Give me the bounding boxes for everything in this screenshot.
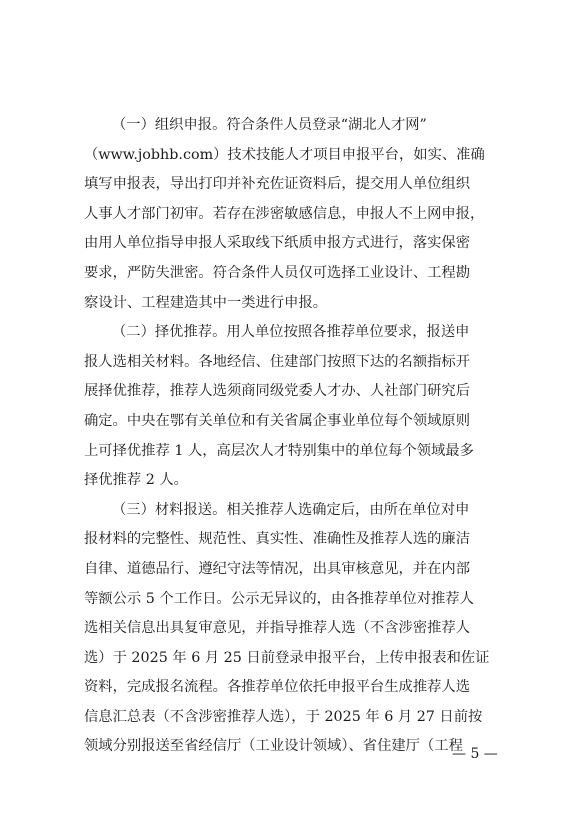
text-line: 资料，完成报名流程。各推荐单位依托申报平台生成推荐人选 xyxy=(84,679,471,696)
text-line: 择优推荐 2 人。 xyxy=(84,472,188,489)
text-line: 由用人单位指导申报人采取线下纸质申报方式进行，落实保密 xyxy=(84,235,471,252)
document-body xyxy=(84,111,504,762)
text-line: 填写申报表，导出打印并补充佐证资料后，提交用人单位组织 xyxy=(84,176,471,193)
text-line: （二）择优推荐。用人单位按照各推荐单位要求，报送申 xyxy=(112,324,470,341)
paragraph-organize-application xyxy=(84,111,504,318)
text-line: 人事人才部门初审。若存在涉密敏感信息，申报人不上网申报， xyxy=(84,205,485,222)
paragraph-select-recommend xyxy=(84,318,504,496)
text-line: 报人选相关材料。各地经信、住建部门按照下达的名额指标开 xyxy=(84,353,471,370)
text-line: 信息汇总表（不含涉密推荐人选），于 2025 年 6 月 27 日前按 xyxy=(84,708,483,725)
text-line: 上可择优推荐 1 人，高层次人才特别集中的单位每个领域最多 xyxy=(84,442,474,459)
text-line: （www.jobhb.com）技术技能人才项目申报平台，如实、准确 xyxy=(84,146,485,163)
text-line: 确定。中央在鄂有关单位和有关省属企事业单位每个领域原则 xyxy=(84,412,471,429)
page-number: — 5 — xyxy=(452,746,498,762)
text-line: 展择优推荐，推荐人选须商同级党委人才办、人社部门研究后 xyxy=(84,383,471,400)
text-line: （一）组织申报。符合条件人员登录“湖北人才网” xyxy=(112,117,427,133)
text-line: （三）材料报送。相关推荐人选确定后，由所在单位对申 xyxy=(112,501,470,518)
text-line: 自律、道德品行、遵纪守法等情况，出具审核意见，并在内部 xyxy=(84,560,471,577)
text-line: 选相关信息出具复审意见，并指导推荐人选（不含涉密推荐人 xyxy=(84,620,471,637)
text-line: 要求，严防失泄密。符合条件人员仅可选择工业设计、工程勘 xyxy=(84,264,471,281)
paragraph-material-submission xyxy=(84,496,504,762)
text-line: 察设计、工程建造其中一类进行申报。 xyxy=(84,294,328,311)
text-line: 选）于 2025 年 6 月 25 日前登录申报平台，上传申报表和佐证 xyxy=(84,649,490,666)
text-line: 领域分别报送至省经信厅（工业设计领域）、省住建厅（工程 xyxy=(84,738,463,755)
text-line: 报材料的完整性、规范性、真实性、准确性及推荐人选的廉洁 xyxy=(84,531,471,548)
text-line: 等额公示 5 个工作日。公示无异议的，由各推荐单位对推荐人 xyxy=(84,590,474,607)
